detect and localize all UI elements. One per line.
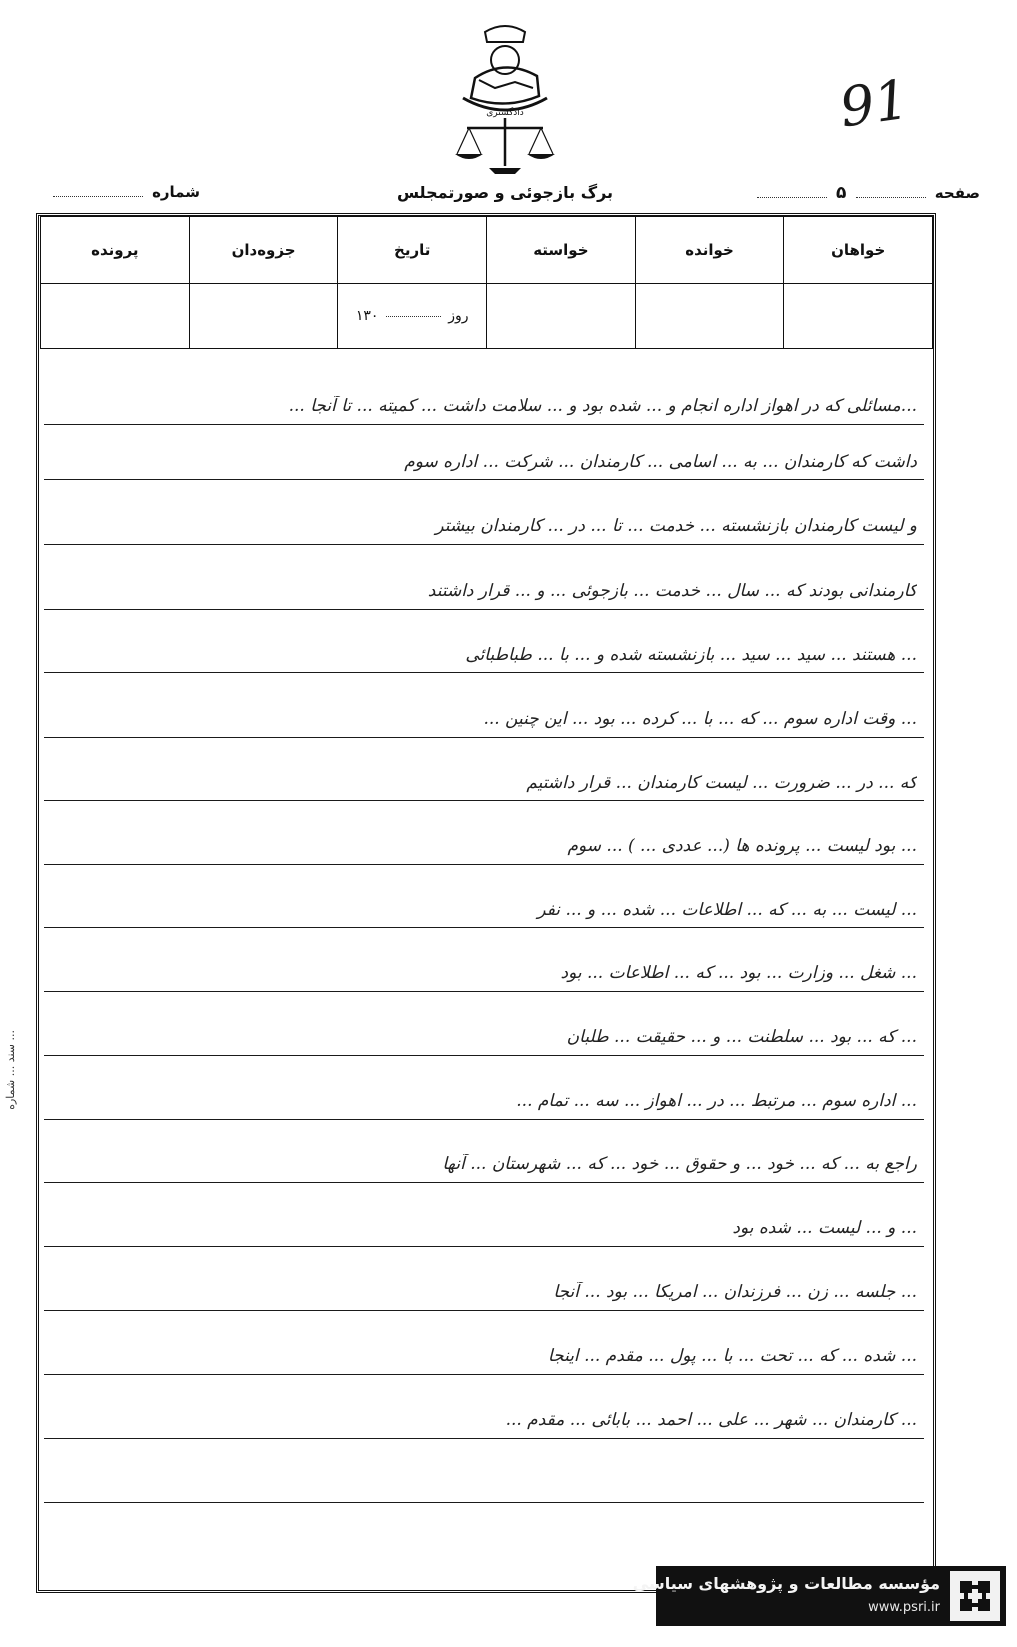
ruled-line: [44, 1438, 924, 1439]
value-defendant: [635, 284, 784, 349]
header-defendant: خوانده: [635, 217, 784, 284]
ruled-line: [44, 991, 924, 992]
handwritten-line: ... که ... بود ... سلطنت ... و ... حقیقت ... طلبان: [566, 1027, 917, 1047]
handwritten-line: ... وقت اداره سوم ... که ... با ... کرده ... بود ... این چنین ...: [483, 709, 917, 729]
table-header-row: [41, 217, 933, 284]
page-dots: [856, 197, 926, 198]
date-dots: [386, 316, 441, 317]
number-label: شماره: [152, 183, 200, 201]
header-date: تاریخ: [338, 217, 487, 284]
value-claim: [487, 284, 636, 349]
handwritten-line: که ... در ... ضرورت ... لیست کارمندان ... قرار داشتیم: [526, 773, 917, 793]
lion-and-sun-scales-emblem: [445, 18, 565, 178]
header-binder: جزوه‌دان: [189, 217, 338, 284]
handwritten-line: ... کارمندان ... شهر ... علی ... احمد ... بابائی ... مقدم ...: [505, 1410, 917, 1430]
ruled-line: [44, 1119, 924, 1120]
ruled-line: [44, 737, 924, 738]
handwritten-line: ... لیست ... به ... که ... اطلاعات ... شده ... و ... نفر: [537, 900, 917, 920]
institute-logo-icon: [950, 1571, 1000, 1621]
watermark-url: www.psri.ir: [868, 1600, 940, 1615]
handwritten-line: ...مسائلی که در اهواز اداره انجام و ... شده بود و ... سلامت داشت ... کمیته ... تا آنجا ...: [288, 396, 917, 416]
value-date: [338, 284, 487, 349]
header-claim: خواسته: [487, 217, 636, 284]
header-plaintiff: خواهان: [784, 217, 933, 284]
ruled-line: [44, 672, 924, 673]
handwritten-line: ... اداره سوم ... مرتبط ... در ... اهواز ... سه ... تمام ...: [516, 1091, 917, 1111]
date-year: ۱۳۰: [355, 308, 379, 324]
handwritten-line: داشت که کارمندان ... به ... اسامی ... کارمندان ... شرکت ... اداره سوم: [404, 452, 917, 472]
handwritten-line: ... شغل ... وزارت ... بود ... که ... اطلاعات ... بود: [560, 963, 917, 983]
ruled-line: [44, 479, 924, 480]
date-prefix: روز: [448, 308, 469, 324]
ruled-line: [44, 1246, 924, 1247]
value-plaintiff: [784, 284, 933, 349]
ruled-line: [44, 424, 924, 425]
publisher-watermark: [632, 1566, 1006, 1626]
ruled-line: [44, 1055, 924, 1056]
margin-note: سند ... شماره ...: [4, 1030, 17, 1110]
page-number: ۵: [835, 183, 847, 203]
header-file: پرونده: [41, 217, 190, 284]
value-file: [41, 284, 190, 349]
table-value-row: [41, 284, 933, 349]
page-number-field: [800, 183, 980, 213]
handwritten-line: ... هستند ... سید ... سید ... بازنشسته شده و ... با ... طباطبائی: [465, 645, 917, 665]
ruled-line: [44, 1502, 924, 1503]
handwritten-line: و لیست کارمندان بازنشسته ... خدمت ... تا ... در ... کارمندان بیشتر: [435, 516, 917, 536]
ruled-line: [44, 927, 924, 928]
value-binder: [189, 284, 338, 349]
handwritten-line: کارمندانی بودند که ... سال ... خدمت ... بازجوئی ... و ... قرار داشتند: [427, 581, 917, 601]
ruled-line: [44, 609, 924, 610]
emblem-caption: دادگستری: [486, 108, 524, 118]
number-field: [40, 183, 200, 213]
page-dots-2: [757, 197, 827, 198]
ruled-line: [44, 544, 924, 545]
ruled-line: [44, 1182, 924, 1183]
handwritten-line: ... جلسه ... زن ... فرزندان ... امریکا ... بود ... آنجا: [553, 1282, 917, 1302]
ruled-line: [44, 1310, 924, 1311]
handwritten-page-number: 91: [835, 67, 913, 140]
page-label: صفحه: [934, 184, 980, 202]
case-info-table: [40, 216, 933, 349]
watermark-name: مؤسسه مطالعات و پژوهشهای سیاسی: [632, 1574, 940, 1593]
handwritten-line: ... و ... لیست ... شده بود: [732, 1218, 917, 1238]
ruled-line: [44, 864, 924, 865]
handwritten-line: ... شده ... که ... تحت ... با ... پول ... مقدم ... اینجا: [547, 1346, 917, 1366]
ruled-line: [44, 800, 924, 801]
ruled-line: [44, 1374, 924, 1375]
number-dots: [53, 196, 143, 197]
form-title: برگ بازجوئی و صورتمجلس: [396, 183, 614, 202]
handwritten-line: راجع به ... که ... خود ... و حقوق ... خود ... که ... شهرستان ... آنها: [442, 1154, 917, 1174]
handwritten-line: ... بود لیست ... پرونده ها (... عددی ... ) ... سوم: [567, 836, 917, 856]
